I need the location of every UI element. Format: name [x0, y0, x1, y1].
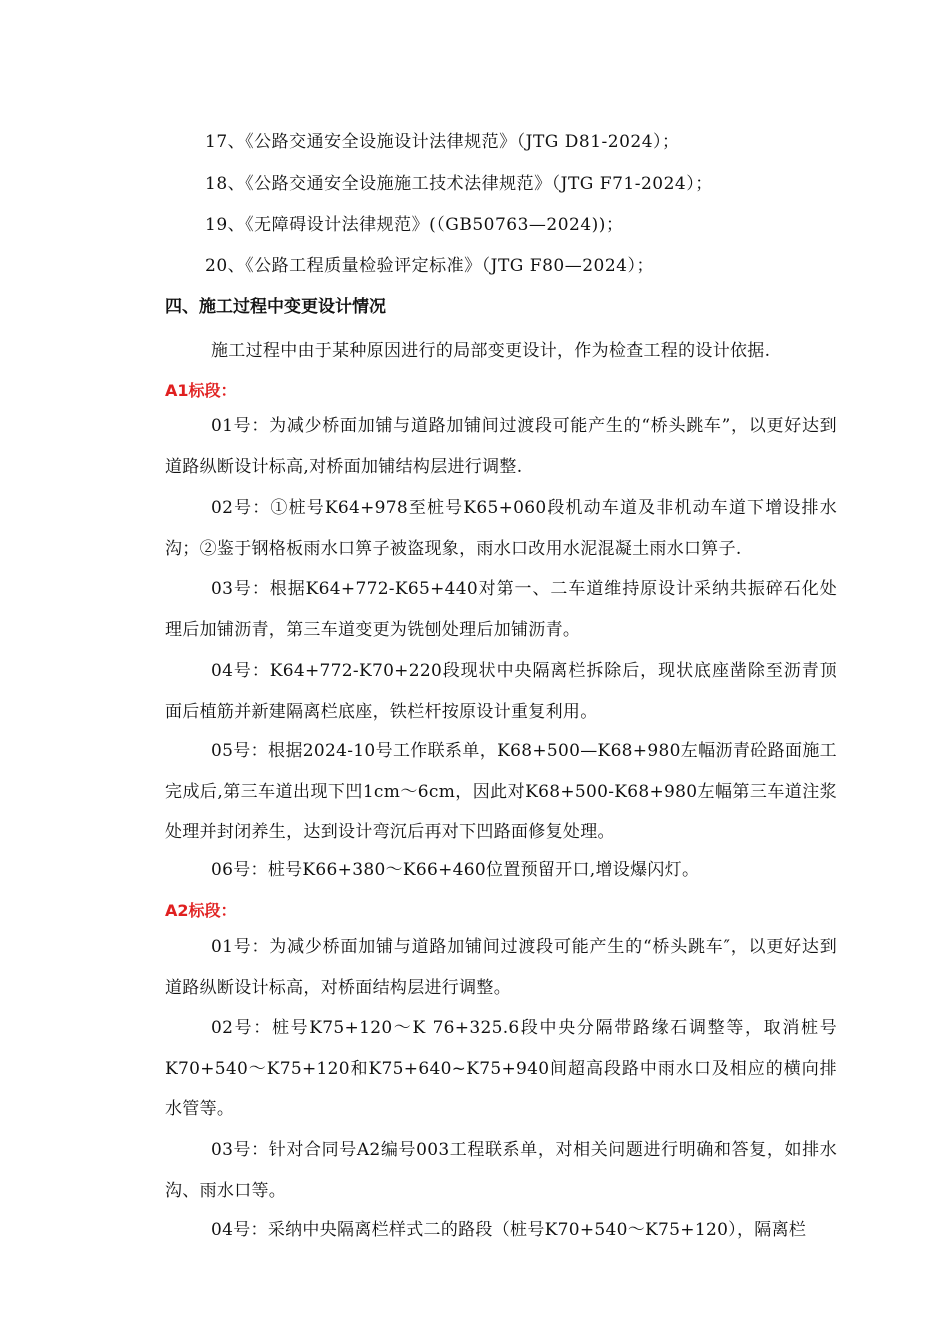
- a1-section-label: A1标段：: [165, 381, 237, 400]
- a2-section-label: A2标段：: [165, 901, 237, 920]
- a1-item-03: 03号：根据K64+772-K65+440对第一、二车道维持原设计采纳共振碎石化处理后加铺沥青，第三车道变更为铣刨处理后加铺沥青。: [165, 579, 837, 640]
- reference-item: 17、《公路交通安全设施设计法律规范》（JTG D81-2024）；: [205, 132, 680, 152]
- reference-item: 18、《公路交通安全设施施工技术法律规范》（JTG F71-2024）；: [205, 174, 713, 194]
- a1-item-02: 02号：①桩号K64+978至桩号K65+060段机动车道及非机动车道下增设排水沟；②鉴于钢格板雨水口箅子被盗现象，雨水口改用水泥混凝土雨水口箅子.: [165, 498, 837, 559]
- a1-item-04: 04号：K64+772-K70+220段现状中央隔离栏拆除后，现状底座凿除至沥青顶面后植筋并新建隔离栏底座，铁栏杆按原设计重复利用。: [165, 661, 837, 722]
- a2-item-03: 03号：针对合同号A2编号003工程联系单，对相关问题进行明确和答复，如排水沟、雨水口等。: [165, 1140, 837, 1201]
- a1-item-05: 05号：根据2024-10号工作联系单，K68+500—K68+980左幅沥青砼路面施工完成后,第三车道出现下凹1cm～6cm，因此对K68+500-K68+980左幅第三车道注浆处理并封闭养生，达到设计弯沉后再对下凹路面修复处理。: [165, 741, 837, 842]
- a1-item-01: 01号：为减少桥面加铺与道路加铺间过渡段可能产生的“桥头跳车”，以更好达到道路纵断设计标高,对桥面加铺结构层进行调整.: [165, 416, 837, 477]
- reference-item: 19、《无障碍设计法律规范》(（GB50763—2024))；: [205, 215, 624, 235]
- a2-item-02: 02号：桩号K75+120～K 76+325.6段中央分隔带路缘石调整等，取消桩号K70+540～K75+120和K75+640~K75+940间超高段路中雨水口及相应的横向排水管等。: [165, 1018, 837, 1119]
- intro-paragraph: 施工过程中由于某种原因进行的局部变更设计，作为检查工程的设计依据.: [211, 341, 771, 361]
- section-heading: 四、施工过程中变更设计情况: [165, 297, 386, 317]
- a1-item-06: 06号：桩号K66+380～K66+460位置预留开口,增设爆闪灯。: [211, 860, 700, 880]
- reference-item: 20、《公路工程质量检验评定标准》（JTG F80—2024）；: [205, 256, 654, 276]
- a2-item-01: 01号：为减少桥面加铺与道路加铺间过渡段可能产生的“桥头跳车″，以更好达到道路纵断设计标高，对桥面结构层进行调整。: [165, 937, 837, 998]
- a2-item-04: 04号：采纳中央隔离栏样式二的路段（桩号K70+540～K75+120），隔离栏: [211, 1220, 807, 1240]
